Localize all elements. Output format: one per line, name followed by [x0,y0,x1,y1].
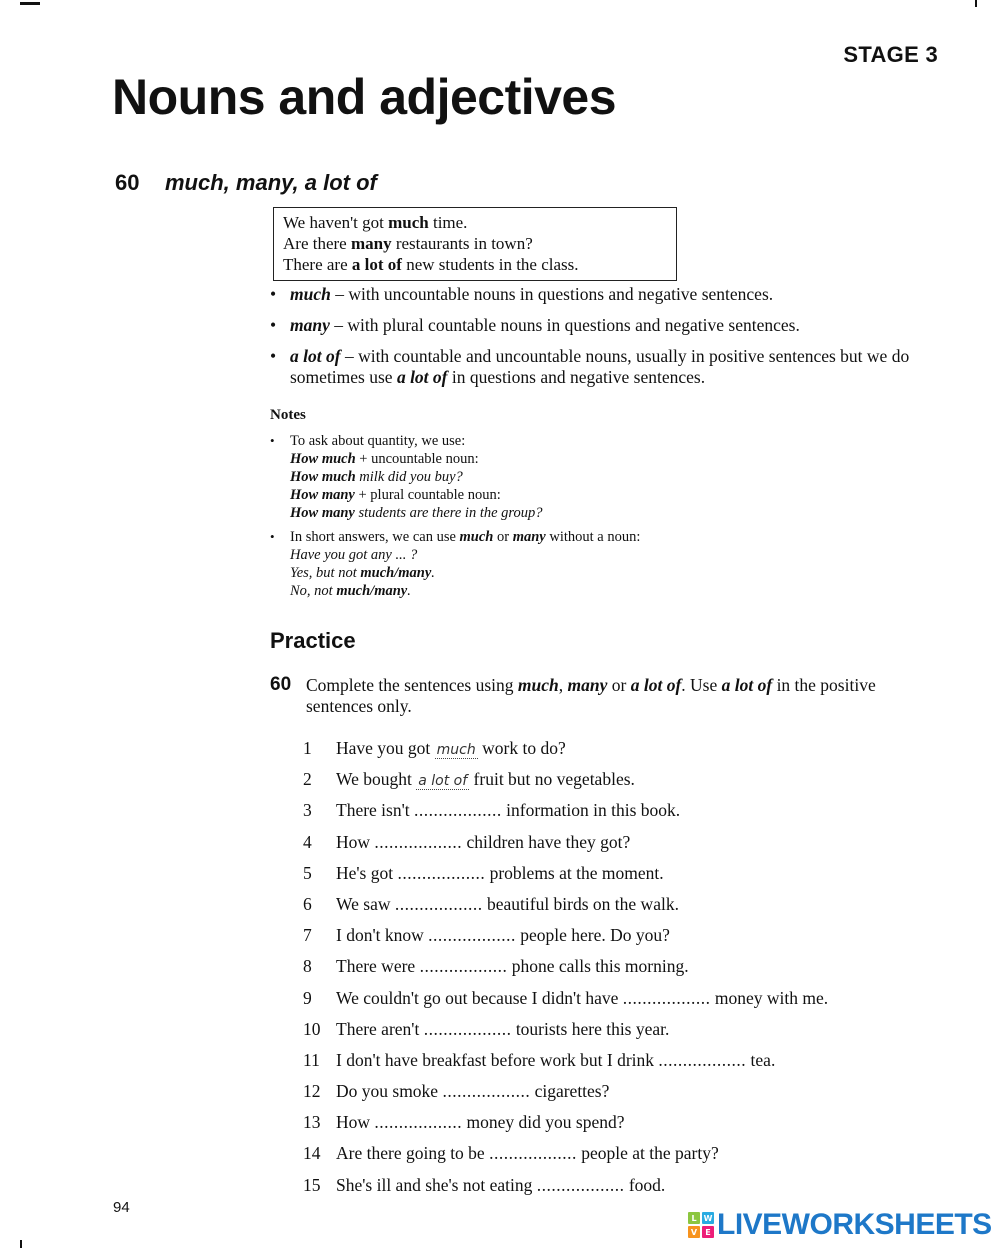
question-item [303,1018,943,1049]
question-item [303,924,943,955]
question-item [303,768,943,799]
example-text: time. [428,213,468,232]
question-item [303,1080,943,1111]
question-number: 1 [303,738,312,758]
notes-heading: Notes [270,407,306,423]
section-heading: much, many, a lot of [165,170,377,195]
note-item [270,528,930,600]
bullet-icon: • [270,433,275,448]
question-text: people at the party? [576,1143,719,1164]
question-text: Do you smoke [336,1081,443,1102]
rule-list [270,284,940,398]
answer-blank[interactable]: .................. [622,987,711,1008]
question-text: fruit but no vegetables. [469,769,635,790]
note-item [270,432,930,522]
answer-blank[interactable]: .................. [374,831,463,852]
question-text: How [336,831,375,852]
rule-term: much [290,284,331,304]
question-text: There isn't [336,800,414,821]
rule-item [270,346,940,388]
brand-text: LIVEWORKSHEETS [717,1208,992,1241]
question-number: 12 [303,1081,321,1102]
question-text: information in this book. [501,800,681,821]
example-sentence [283,233,676,254]
answer-blank[interactable]: .................. [419,956,508,977]
example-sentence [283,254,676,275]
section-number: 60 [115,170,140,195]
question-text: How [336,1112,375,1133]
question-text: She's ill and she's not eating [336,1174,537,1195]
question-number: 6 [303,893,312,914]
rule-text: – with plural countable nouns in questions and negative sentences. [329,315,800,335]
question-number: 3 [303,800,312,821]
question-item [303,1111,943,1142]
note-line: How much + uncountable noun: [290,451,479,467]
question-number: 14 [303,1143,321,1164]
example-text: restaurants in town? [391,234,533,253]
answer-blank[interactable]: .................. [489,1143,577,1164]
question-text: money did you spend? [462,1112,625,1133]
question-text: There were [336,956,420,977]
question-text: problems at the moment. [485,862,664,883]
bullet-icon: • [270,346,277,366]
question-text: I don't know [336,925,429,946]
page-number: 94 [113,1199,130,1216]
question-number: 13 [303,1112,321,1133]
question-text: cigarettes? [530,1081,610,1102]
example-box [273,207,677,281]
answer-blank[interactable]: .................. [536,1174,625,1195]
notes-list [270,432,930,606]
answer-blank[interactable]: .................. [423,1018,512,1039]
question-text: There aren't [336,1018,424,1039]
question-text: beautiful birds on the walk. [482,893,679,914]
example-sentence [283,212,676,233]
rule-item [270,284,940,305]
question-number: 4 [303,831,312,852]
answer-blank[interactable]: .................. [442,1081,531,1102]
scan-edge-mark [975,0,977,7]
answer-blank[interactable]: .................. [428,925,516,946]
question-text: Are there going to be [336,1143,490,1164]
example-keyword: a lot of [351,255,402,274]
question-number: 8 [303,956,312,977]
question-item [303,1049,943,1080]
rule-text: in questions and negative sentences. [447,367,706,387]
question-text: We saw [336,893,395,914]
question-text: We couldn't go out because I didn't have [336,987,623,1008]
logo-square: V [688,1226,700,1238]
question-text: people here. Do you? [515,925,670,946]
question-number: 15 [303,1174,321,1195]
question-item [303,831,943,862]
practice-heading: Practice [270,628,356,653]
rule-term: a lot of [396,367,448,387]
question-number: 7 [303,925,312,946]
answer-field[interactable]: much [436,742,476,758]
rule-text: – with countable and uncountable nouns, usually in positive sentences but we do sometimes use [290,346,910,387]
bullet-icon: • [270,315,277,335]
answer-blank[interactable]: .................. [397,862,486,883]
question-item [303,893,943,924]
question-list [303,737,943,1205]
question-item [303,799,943,830]
question-text: Have you got [336,738,435,758]
question-number: 5 [303,862,312,883]
page-title: Nouns and adjectives [112,69,617,125]
answer-blank[interactable]: .................. [374,1112,463,1133]
note-line: How many + plural countable noun: [290,487,501,503]
scan-edge-mark [20,1240,22,1248]
note-line: Yes, but not much/many. [290,565,435,581]
logo-square: L [688,1212,700,1224]
note-line: No, not much/many. [290,583,411,599]
question-item [303,955,943,986]
exercise-number: 60 [270,674,292,695]
question-text: work to do? [477,738,566,758]
answer-field[interactable]: a lot of [418,773,468,790]
example-text: We haven't got [283,213,389,232]
example-keyword: many [350,234,392,253]
question-text: I don't have breakfast before work but I drink [336,1049,659,1070]
question-number: 11 [303,1049,320,1070]
rule-text: – with uncountable nouns in questions and negative sentences. [330,284,774,304]
liveworksheets-brand [688,1208,992,1242]
question-text: tourists here this year. [511,1018,670,1039]
liveworksheets-logo-icon [688,1212,714,1238]
note-line: In short answers, we can use much or many without a noun: [290,529,641,545]
example-text: new students in the class. [401,255,579,274]
example-keyword: much [388,213,429,232]
bullet-icon: • [270,284,277,304]
question-text: children have they got? [462,831,631,852]
question-text: tea. [746,1049,776,1070]
question-item [303,737,943,768]
question-number: 10 [303,1018,321,1039]
question-text: He's got [336,862,398,883]
scan-edge-mark [20,2,40,5]
question-text: We bought [336,769,417,790]
question-number: 9 [303,987,312,1008]
note-line: How much milk did you buy? [290,469,463,485]
note-line: Have you got any ... ? [290,547,418,563]
question-text: money with me. [710,987,829,1008]
logo-square: E [702,1226,714,1238]
answer-blank[interactable]: .................. [414,800,502,821]
note-line: To ask about quantity, we use: [290,433,466,449]
answer-blank[interactable]: .................. [394,893,483,914]
answer-blank[interactable]: .................. [658,1049,747,1070]
rule-item [270,315,940,336]
question-text: food. [624,1174,666,1195]
question-text: phone calls this morning. [507,956,689,977]
question-item [303,987,943,1018]
bullet-icon: • [270,529,275,544]
question-item [303,1142,943,1173]
logo-square: W [703,1213,713,1223]
note-line: How many students are there in the group? [290,505,543,521]
question-number: 2 [303,769,312,790]
question-item [303,1174,943,1205]
stage-label: STAGE 3 [843,42,938,67]
example-text: Are there [283,234,351,253]
exercise-instructions: Complete the sentences using much, many or a lot of. Use a lot of in the positive sentences only. [306,675,876,716]
example-text: There are [283,255,352,274]
question-item [303,862,943,893]
rule-term: many [290,315,330,335]
rule-term: a lot of [290,346,341,366]
